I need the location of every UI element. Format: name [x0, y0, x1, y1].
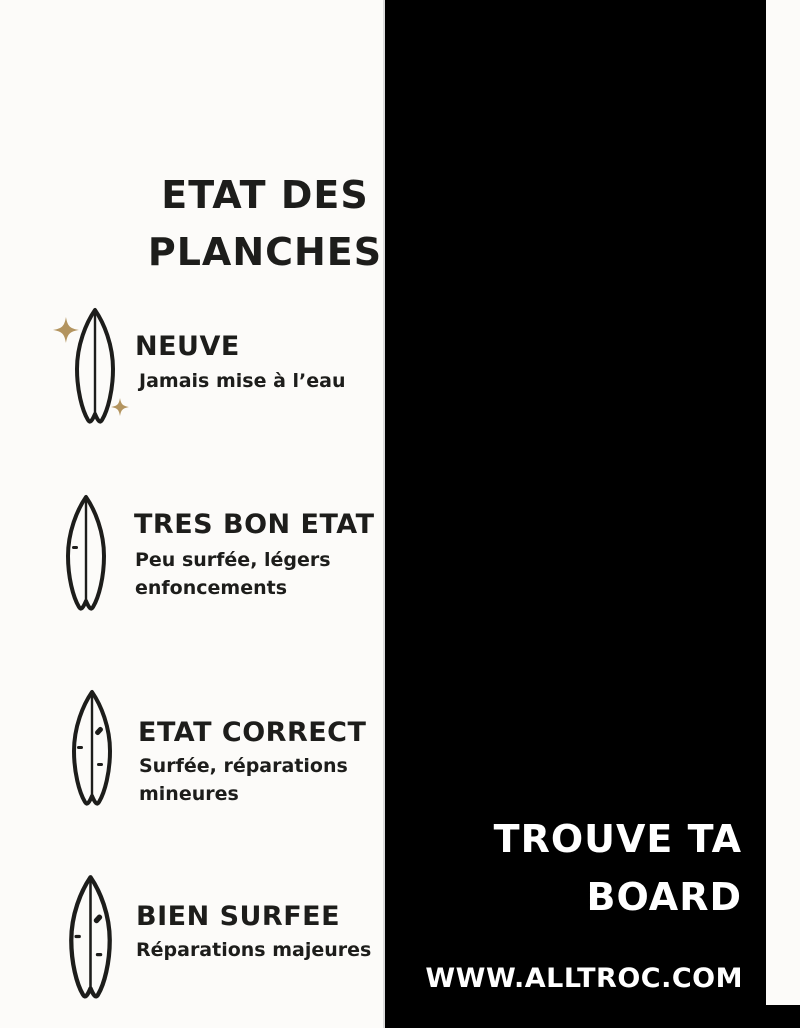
page-title-line2: PLANCHES — [147, 230, 383, 274]
tagline-line1: TROUVE TA — [493, 817, 742, 861]
condition-label: ETAT CORRECT — [138, 717, 367, 748]
website-url: WWW.ALLTROC.COM — [425, 963, 743, 994]
condition-label: NEUVE — [135, 331, 240, 362]
condition-desc: Jamais mise à l’eau — [139, 370, 346, 392]
tagline — [382, 810, 742, 926]
condition-label: BIEN SURFEE — [136, 901, 341, 932]
surfboard-one-ding-icon — [64, 494, 108, 620]
page-title — [90, 167, 440, 281]
tagline-line2: BOARD — [586, 875, 742, 919]
condition-desc: Réparations majeures — [136, 939, 372, 961]
surfboard-repairs-icon — [67, 874, 114, 1007]
surfboard-repairs-icon — [70, 689, 114, 815]
page-title-line1: ETAT DES — [161, 173, 369, 217]
right-white-strip — [766, 0, 800, 1005]
surfboard-new-sparkles-icon — [48, 303, 140, 435]
condition-desc: Surfée, réparations mineures — [139, 755, 348, 805]
condition-label: TRES BON ETAT — [134, 509, 375, 540]
condition-desc: Peu surfée, légers enfoncements — [135, 549, 331, 599]
